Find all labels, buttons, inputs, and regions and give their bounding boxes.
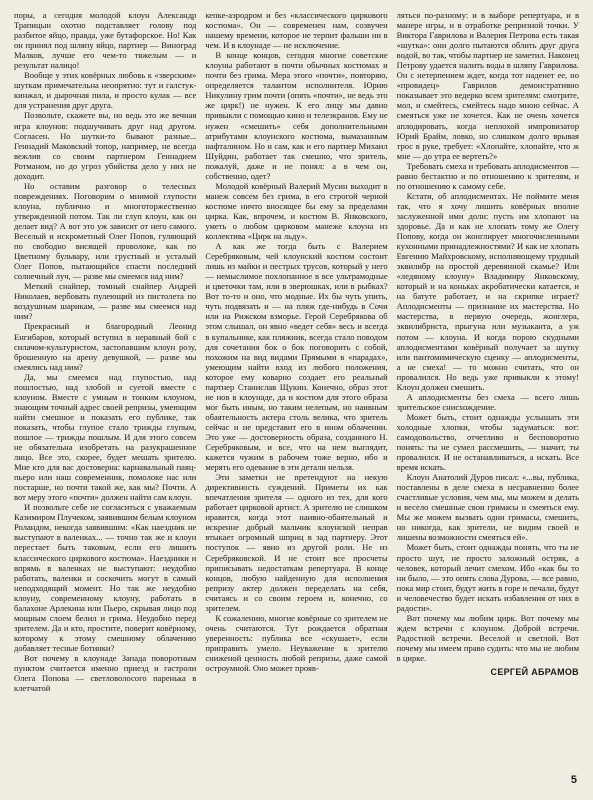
article-paragraph: кепке-аэродром и без «классического циркового костюма». Он — современен нам, созвучен нашему времени, которое не терпит фальши ни в чем. И в клоунаде — не исключение. [205, 10, 388, 51]
article-paragraph: А как же тогда быть с Валерием Серебряковым, чей клоунский костюм состоит лишь из майки и пестрых трусов, который у него — немыслимое похлопанное в все ультрамодные и цветочки там, или в зверюшках, или в рыбках? Вот то-то и оно, что модные. Их бы чуть упить, чуть подвязать и — на пляж где-нибудь в Сочи или на Рижском взморье. Герой Серебрякова об этом слышал, он явно «ведет себя» весь и всегда в купальнике, как пляжник, всегда стало поводом для сочетания бок о бок поговорить с собой, похожим на вид видами Прямыми в «парадах», умеющим найти вход из любого положения, которое ему коварно создает его реальный партнер Станислав Щукин. Конечно, образ этот не нов в клоунаде, да и костюм для этого образа мог быть иным, но таким нелепым, но наивным обаятельность актера столь велика, что зритель сейчас и не представит его в ином облачении. Это уже — достоверность образа, созданного Н. Серебряковым, и все, что на нем выглядит, кажется чужим в рабочем тоже верно, ибо и мерять его одевание в эти детали нельзя. [205, 241, 388, 473]
article-paragraph: Клоун Анатолий Дуров писал: «...вы, публика, поставлены в деле смеха в несравненно более счастливые условия, чем мы, мы можем и делать и весело смешные свои гримасы и смеяться ему. Мы же можем вызвать одни гримасы, смешить, но никогда, как зрители, не видим своей и лишены возможности смеяться ей». [396, 472, 579, 543]
article-paragraph: Кстати, об аплодисментах. Не поймите меня так, что я хочу лишить ковёрных вполне заслуженной ими доли: пусть им хлопают на здоровье. Да и как не хлопать тому же Олегу Попову, когда он жонглирует многочисленными кухонными принадлежностями? И как не хлопать Евгению Майхровскому, исполняющему трудный эквилибр на простой деревянной скамье? Или «ледяному клоуну» Владимиру Янковскому, который и на коньках акробатически катается, и на батуте работает, и на скрипке играет? Аплодисменты — признание их мастерства. Но мастерства, в первую очередь, жонглера, эквилибриста, прыгуна или музыканта, а уж потом — клоуна. И когда порою скудными аплодисментами ковёрный получает за шутку или пантомимическую сценку — аплодисменты, а не смеха! — то можно считать, что он провалился. Но ведь уже привыкли к этому! Клоун должен смешить. [396, 190, 579, 392]
article-paragraph: Но оставим разговор о телесных повреждениях. Поговорим о мнимой глупости клоуна, публично и многоторжественно утвержденной потом. Так ли глуп клоун, как он делает вид? А вот это уж зависит от него самого. Веселый и искрометный Олег Попов, гуляющий по свободно висящей проволоке, как по Цветному бульвару, или грустный и усталый Олег Попов, пытающийся спасти последний солнечный луч, — разве мы смеемся над ним? [14, 180, 197, 282]
article-paragraph: Меткий снайпер, томный снайпер Андрей Николаев, вербовать пулеющий из пистолета по воздушным шарикам, — разве мы смеемся над ним? [14, 281, 197, 322]
author-signature: СЕРГЕЙ АБРАМОВ [490, 667, 579, 678]
article-paragraph: Вот почему в клоунаде Запада поворотным пунктом считается именно приезд и гастроли Олега Попова — светловолосого паренька в клетчатой [14, 653, 197, 694]
article-paragraph: Вообще у этих ковёрных любовь к «зверским» шуткам примечательна неопрятно: тут и галстук-кинжал, и дырочная пила, и просто кулак — все для устранения друг друга. [14, 70, 197, 111]
column-2 [205, 10, 387, 762]
article-paragraph: В конце концов, сегодня многие советские клоуны работают в почти обычных костюмах и почти без грима. Мера этого «почти», повторяю, определяется талантом исполнителя. Юрию Никулину грим почти (опять «почти», не ведь это же цирк!) не нужен. К его лицу мы давно привыкли с помощью кино и телеэкранов. Ему не нужен «смешить» себя дополнительными атрибутами клоунского костюма, вымазанным нафталином. Но и сам, как и его партнер Михаил Шуйдин, работает так смешно, что зритель, пожалуй, даже и не понял: а в чем он, собственно, одет? [205, 50, 388, 181]
page-number: 5 [570, 774, 577, 786]
column-3 [397, 10, 579, 762]
article-paragraph: Эти заметки не претендуют на некую директивность суждений. Приметы их как впечатления зрителя — одного из тех, для кого работает цирковой артист. А зрителю не слишком нравится, когда этот наивно-обаятельный и искренне добрый мальчик клоунской неправ втыкает огромный шприц в зад партнеру. Этот поступок — явно из другой роли. Не из Серебряковской. И не стоит все просчеты приписывать недостаткам репертуара. В конце концов, любую найденную для исполнения репризу актер должен переделать на себя, считаясь и со своим героем и, конечно, со зрителем. [205, 472, 388, 613]
article-paragraph: Да, мы смеемся над глупостью, над пошлостью, над злобой и суетой вместе с клоуном. Вместе с умным и тонким клоуном, знающим точный адрес своей репризы, умеющим найти смешное и показать его публике, так показать, чтобы глупое стало трижды глупым, пошлое — трижды пошлым. И для этого совсем не обязательна изобретать на разукрашенное лицо. Все это, скорее, будет мешать зрителю. Мне кто для вас достоверна: карнавальный паяц-пьеро или наш современник, помолоке нас или постарше, но почти такой же, как мы? Почти. А вот меру этого «почти» должен найти сам клоун. [14, 371, 197, 503]
article-body [14, 10, 579, 762]
article-paragraph: Вот почему мы любим цирк. Вот почему мы ждем встречи с клоуном. Доброй встречи. Радостной встречи. Веселой и светлой. Вот почему мы имеем право судить: что мы не любим в цирке. [396, 612, 579, 663]
article-paragraph: И позвольте себе не согласиться с уважаемым Казимиром Плучеком, заявившим белым клоуном Роландом, некогда заявившим: «Как наездник не выступают в валенках... — точно так же и клоун перестает быть таковым, если его лишить классического циркового костюма». Наездники и впрямь в валенках не выступают: неудобно работать, валенки и соскочить могут в самый неподходящий момент. Но так же неудобно клоуну, современному клоуну, работать в балахоне Арлекина или Пьеро, скрывая лицо под мощным слоем белил и грима. Неудобно перед зрителем. Да и кто, простите, поверит ковёрному, которому к этому смешному облачению добавляет тесные ботинки? [14, 502, 197, 653]
article-paragraph: К сожалению, многие ковёрные со зрителем не очень считаются. Тут рождается обратная уверенность: публика все «скушает», если приправить умело. Неуважение к зрителю сниженой ценность любой репризы, даже самой остроумной. Оно может прояв- [205, 612, 388, 674]
article-paragraph: А аплодисменты без смеха — всего лишь зрительское снисхождение. [396, 391, 579, 412]
article-paragraph: Позвольте, скажете вы, но ведь это же вечная игра клоунов: подшучивать друг над другом. Согласен. Но шутки-то бывают разные... Геннадий Маковский топор, например, не всегда вежлив со своим партнером Геннадием Ротманом, но до угроз убийства дело у них не доходит. [14, 110, 197, 181]
article-paragraph: Молодой ковёрный Валерий Мусин выходит в манеж совсем без грима, в его строгой черной костюме ничто вносящее бы ему за пределами цирка. Как, впрочем, и костюм В. Янковского, уметь о любом цирковом манеже клоуна из коллектива «Цирк на льду». [205, 180, 388, 242]
article-paragraph: Прекрасный и благородный Леонид Енгибаров, который вступил в неравный бой с силачом-культуристом, застопавшим клоун розу, брошенную на арену девушкой, — разве мы смеялись над ним? [14, 321, 197, 372]
article-paragraph: Требовать смеха и требовать аплодисментов — равно бестактно и по отношению к зрителям, и по отношению к самому себе. [396, 160, 579, 191]
article-paragraph: Может быть, стоит однажды услышать эти холодные хлопки, чтобы задуматься: вот: самодовольство, отчетливо и бесповоротно понять: ты не сумел рассмешить, — значит, ты провалился. И не останавливаться, а искать. Все время искать. [396, 411, 579, 473]
article-paragraph: поры, а сегодня молодой клоун Александр Трапицын охотно подставляет голову под разбитое яйцо, правда, уже бутафорское. Но! Как он принял под шляпу яйцо, партнер — Виноград Малков, лучше его чем-то тяжелым — и результат налицо! [14, 10, 197, 71]
article-paragraph: ляться по-разному: и в выборе репертуара, и в манере игры, и в отработке репризной точки. У Виктора Гаврилова и Валерия Петрова есть такая «шутка»: они долго пытаются облить друг друга водой, во так, чтобы партнер не заметил. Наконец Петрову удается налить воды в шляпу Гаврилова. Он с нетерпением ждет, когда тот наденет ее, но «провидец» Гаврилов демонстративно показывает это ведерко всем зрителям: смотрите, мол, и смейтесь, смейтесь надо мною сейчас. А смеяться уже не хочется. Как не очень хочется аплодировать, когда неплохой импровизатор Юрий Брайм, ловко, но слишком долго врывая трос в руке, требует: «Хлопайте, хлопайте, что ж мне — до утра ее вертеть?» [396, 10, 579, 161]
article-paragraph: Может быть, стоит однажды понять, что ты не просто шут, не просто заложный остряк, а человек, который лечит смехом. Ибо «как бы то ни было, — это опять слова Дурова, — все равно, пока мир стоит, будут жить в горе и печали, будут и человечество будет искать избавления от них в радости». [396, 542, 579, 613]
column-1 [14, 10, 196, 762]
